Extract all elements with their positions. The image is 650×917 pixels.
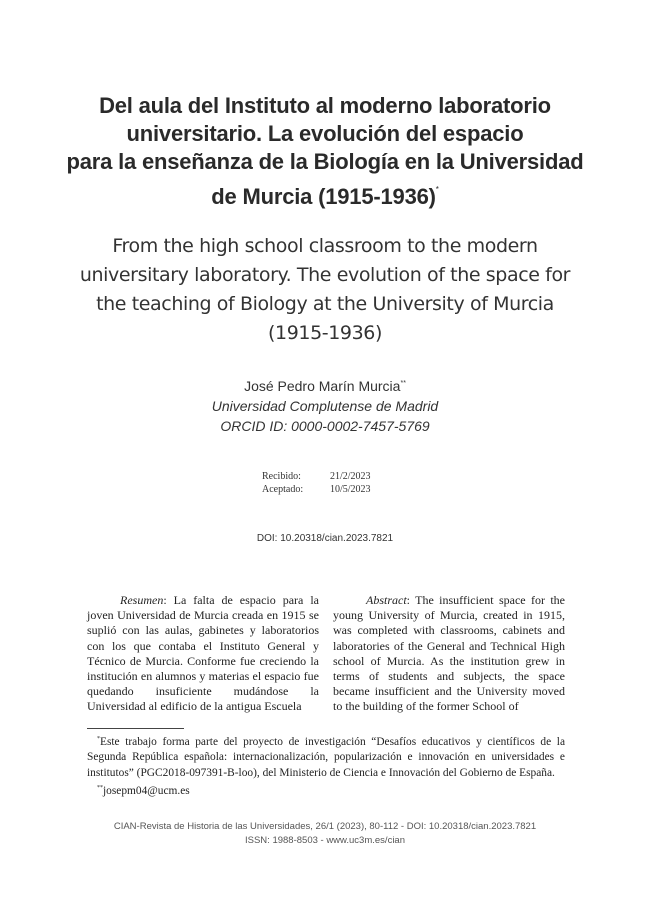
abstract-text: : The insufficient space for the young University of Murcia, created in 1915, was completed with classrooms, cabinets and laboratories of the General and Technical High school of Murcia. As the institution grew in terms of students and subjects, the space became insufficient and the University moved to the building of the former School of (333, 593, 565, 714)
title-es-line-3: para la enseñanza de la Biología en la Universidad (66, 149, 584, 174)
title-footnote-mark: * (435, 185, 439, 194)
author-email-link[interactable]: josepm04@ucm.es (103, 785, 190, 798)
author-affiliation: Universidad Complutense de Madrid (211, 398, 439, 414)
resumen-label: Resumen (120, 593, 164, 607)
title-en-line-2: universitary laboratory. The evolution of the space for (79, 264, 571, 286)
footer-issn: ISSN: 1988-8503 - www.uc3m.es/cian (245, 835, 405, 846)
footnote-2 (87, 781, 565, 799)
title-es-line-2: universitario. La evolución del espacio (126, 121, 524, 146)
footnote-1-mark: * (97, 736, 100, 742)
author-name-line (100, 374, 550, 396)
title-en-line-3: the teaching of Biology at the University of Murcia (96, 293, 554, 315)
accepted-row (262, 483, 371, 496)
abstract-paragraph (333, 593, 565, 715)
submission-dates (262, 470, 371, 496)
title-es-line-1: Del aula del Instituto al moderno laboratorio (99, 93, 551, 118)
resumen-text: : La falta de espacio para la joven Universidad de Murcia creada en 1915 se suplió con las aulas, gabinetes y laboratorios con los que contaba el Instituto General y Técnico de Murcia. Conforme fue creciendo la institución en alumnos y materias el espacio fue quedando insuficiente mudándose la Universidad al edificio de la antigua Escuela (87, 593, 319, 714)
abstract-column (333, 593, 565, 715)
title-spanish (60, 92, 590, 211)
title-en-line-4: (1915-1936) (268, 322, 382, 344)
resumen-column (87, 593, 319, 715)
abstract-label: Abstract (366, 593, 407, 607)
footnote-2-mark: ** (97, 785, 103, 792)
footnotes (87, 732, 565, 800)
author-orcid: ORCID ID: 0000-0002-7457-5769 (220, 418, 430, 434)
author-name: José Pedro Marín Murcia (244, 378, 401, 394)
received-label: Recibido: (262, 471, 301, 482)
author-footnote-mark: ** (400, 380, 406, 387)
footer-citation: CIAN-Revista de Historia de las Universidades, 26/1 (2023), 80-112 - DOI: 10.20318/cian.2023.7821 (113, 821, 537, 832)
footnote-divider (87, 728, 184, 729)
title-es-line-4: de Murcia (1915-1936) (211, 184, 436, 209)
author-block (100, 374, 550, 436)
accepted-label: Aceptado: (262, 484, 304, 495)
title-en-line-1: From the high school classroom to the modern (112, 235, 538, 257)
page-footer (60, 820, 590, 848)
received-value: 21/2/2023 (330, 471, 371, 482)
resumen-paragraph (87, 593, 319, 715)
accepted-value: 10/5/2023 (330, 484, 371, 495)
title-english (60, 232, 590, 348)
doi-link[interactable]: DOI: 10.20318/cian.2023.7821 (256, 533, 394, 544)
footnote-1 (87, 732, 565, 781)
received-row (262, 470, 371, 483)
footnote-1-text: Este trabajo forma parte del proyecto de investigación “Desafíos educativos y científicos de la Segunda República española: internacionalización, popularización e innovación en universidades e institutos” (PGC2018-097391-B-loo), del Ministerio de Ciencia e Innovación del Gobierno de España. (87, 736, 565, 779)
